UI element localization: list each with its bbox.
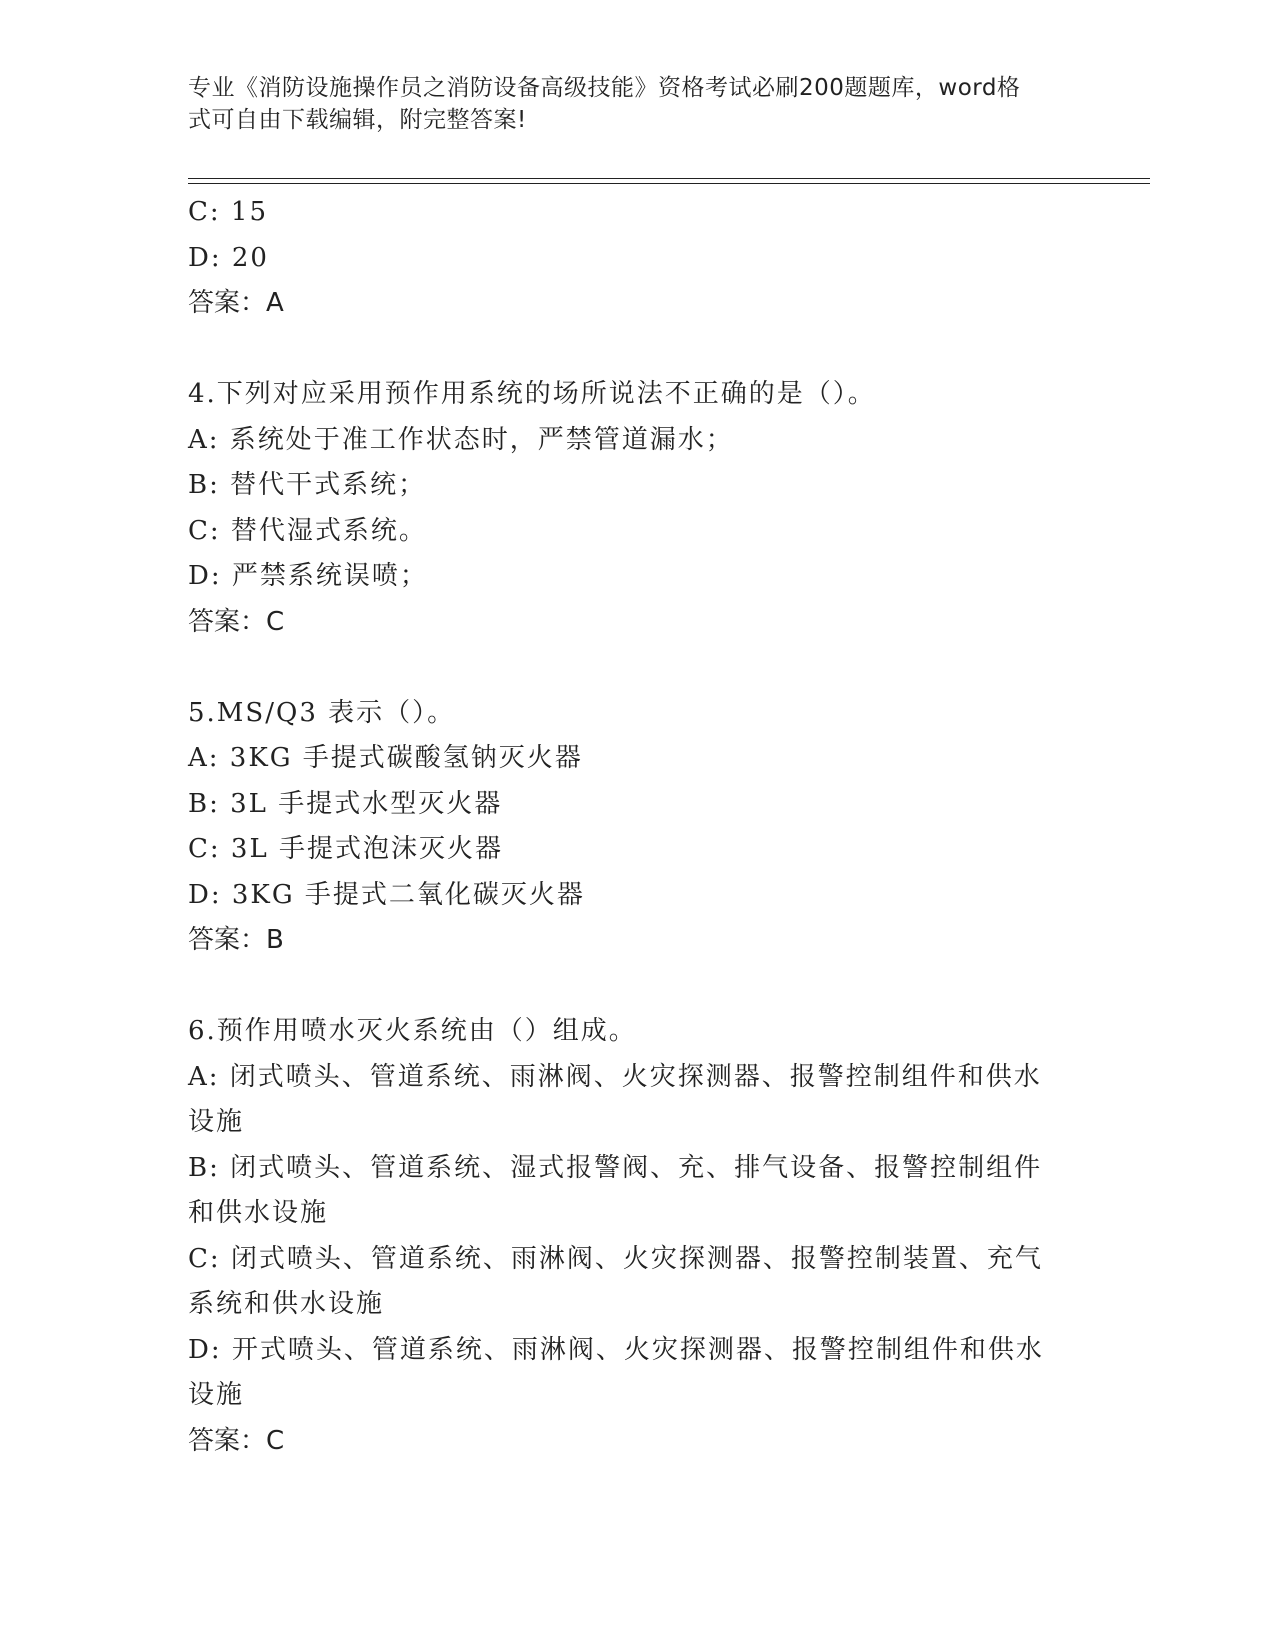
spacer: [188, 327, 1088, 373]
option-c: C: 3L 手提式泡沫灭火器: [188, 834, 503, 864]
spacer: [188, 645, 1088, 691]
question-3-continued: [188, 190, 1088, 327]
option-a-line-1: A: 闭式喷头、管道系统、雨淋阀、火灾探测器、报警控制组件和供水: [188, 1061, 1042, 1092]
question-text: 6.预作用喷水灭火系统由（）组成。: [188, 1016, 637, 1046]
question-list: [188, 190, 1088, 1464]
question-text: 4.下列对应采用预作用系统的场所说法不正确的是（）。: [188, 379, 876, 409]
option-b: B: 3L 手提式水型灭火器: [188, 788, 503, 819]
question-5: [188, 691, 1088, 964]
question-text: 5.MS/Q3 表示（）。: [188, 697, 456, 728]
option-d: D: 20: [188, 242, 269, 273]
answer: 答案：A: [188, 288, 284, 318]
header-divider-top: [188, 178, 1150, 179]
document-header: [188, 72, 1068, 136]
question-6: [188, 1009, 1088, 1464]
option-d: D: 3KG 手提式二氧化碳灭火器: [188, 879, 585, 910]
spacer: [188, 964, 1088, 1010]
option-a: A: 系统处于准工作状态时，严禁管道漏水；: [188, 424, 734, 455]
option-a-line-2: 设施: [188, 1107, 245, 1137]
option-c-line-2: 系统和供水设施: [188, 1289, 385, 1319]
header-line-1: 专业《消防设施操作员之消防设备高级技能》资格考试必刷200题题库，word格: [188, 75, 1021, 101]
answer: 答案：C: [188, 606, 285, 637]
option-c-line-1: C: 闭式喷头、管道系统、雨淋阀、火灾探测器、报警控制装置、充气: [188, 1243, 1043, 1274]
answer: 答案：C: [188, 1425, 285, 1456]
option-a: A: 3KG 手提式碳酸氢钠灭火器: [188, 743, 583, 773]
header-line-2: 式可自由下载编辑，附完整答案!: [188, 107, 527, 133]
question-4: [188, 372, 1088, 645]
answer: 答案：B: [188, 925, 284, 955]
option-c: C: 替代湿式系统。: [188, 515, 427, 546]
header-divider-bottom: [188, 183, 1150, 184]
option-b-line-2: 和供水设施: [188, 1198, 329, 1228]
option-b: B: 替代干式系统；: [188, 470, 427, 500]
option-c: C: 15: [188, 197, 269, 227]
option-d: D: 严禁系统误喷；: [188, 561, 428, 591]
option-b-line-1: B: 闭式喷头、管道系统、湿式报警阀、充、排气设备、报警控制组件: [188, 1152, 1043, 1183]
option-d-line-1: D: 开式喷头、管道系统、雨淋阀、火灾探测器、报警控制组件和供水: [188, 1334, 1044, 1365]
option-d-line-2: 设施: [188, 1380, 245, 1410]
